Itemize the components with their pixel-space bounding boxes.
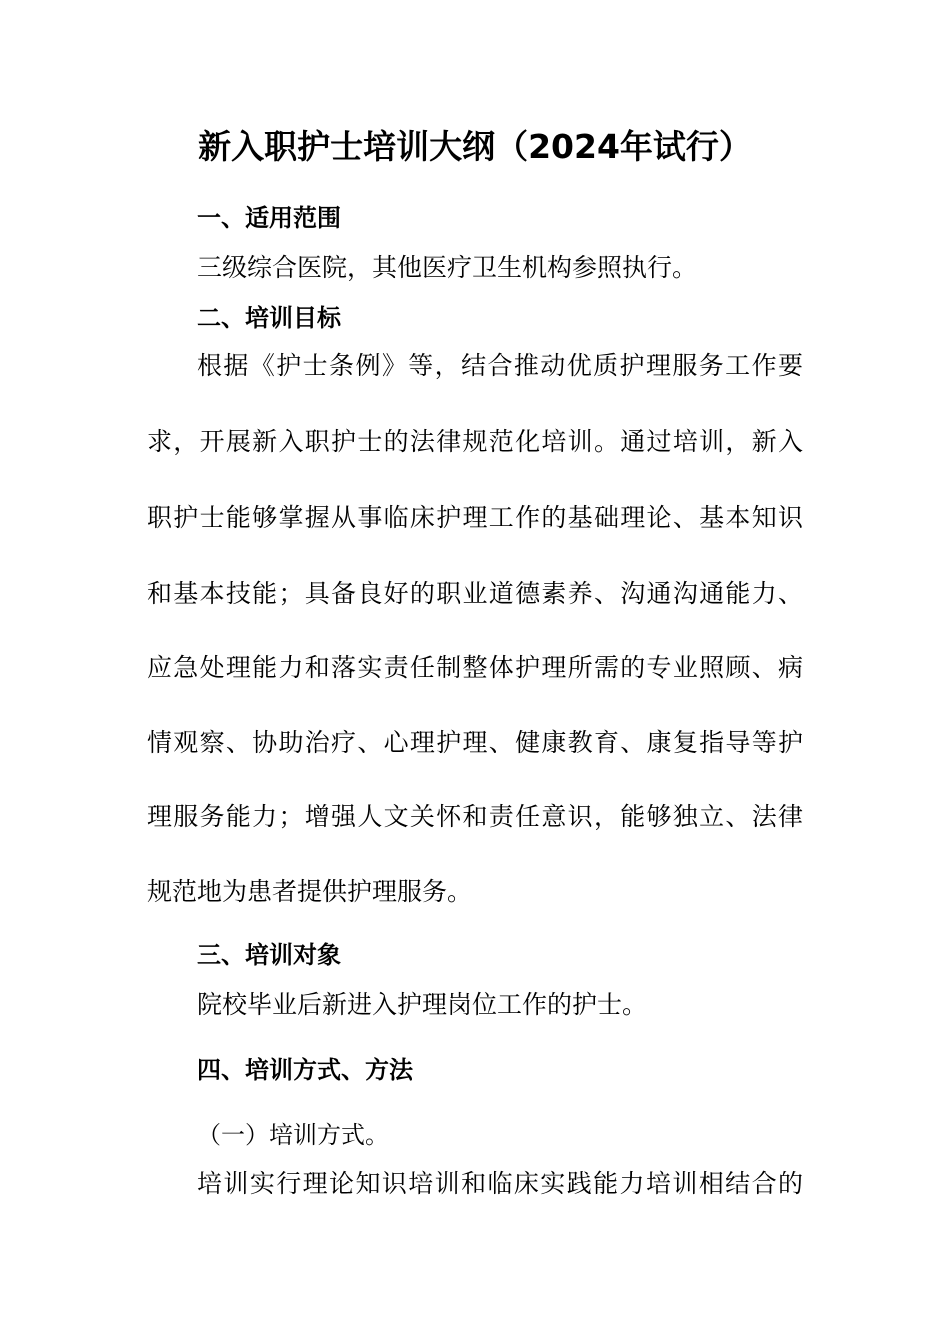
section-heading-goals: 二、培训目标 (197, 304, 341, 332)
section-heading-scope: 一、适用范围 (197, 204, 341, 232)
paragraph-line: 根据《护士条例》等，结合推动优质护理服务工作要 (197, 351, 803, 380)
paragraph-line: 和基本技能；具备良好的职业道德素养、沟通沟通能力、 (147, 579, 803, 608)
paragraph-line: 求，开展新入职护士的法律规范化培训。通过培训，新入 (147, 427, 803, 456)
paragraph-line: 理服务能力；增强人文关怀和责任意识，能够独立、法律 (147, 802, 803, 831)
section-heading-methods: 四、培训方式、方法 (197, 1056, 413, 1084)
section-text-scope: 三级综合医院，其他医疗卫生机构参照执行。 (197, 253, 698, 282)
paragraph-line: 应急处理能力和落实责任制整体护理所需的专业照顾、病 (147, 653, 803, 682)
document-title: 新入职护士培训大纲（2024年试行） (198, 127, 752, 166)
section-heading-target: 三、培训对象 (197, 941, 341, 969)
paragraph-line: 职护士能够掌握从事临床护理工作的基础理论、基本知识 (147, 503, 803, 532)
paragraph-line: 规范地为患者提供护理服务。 (147, 877, 473, 906)
paragraph-line: 情观察、协助治疗、心理护理、健康教育、康复指导等护 (147, 728, 803, 757)
section-text-target: 院校毕业后新进入护理岗位工作的护士。 (197, 990, 648, 1019)
section-text-methods: 培训实行理论知识培训和临床实践能力培训相结合的 (197, 1169, 803, 1198)
subsection-heading: （一）培训方式。 (197, 1121, 389, 1149)
